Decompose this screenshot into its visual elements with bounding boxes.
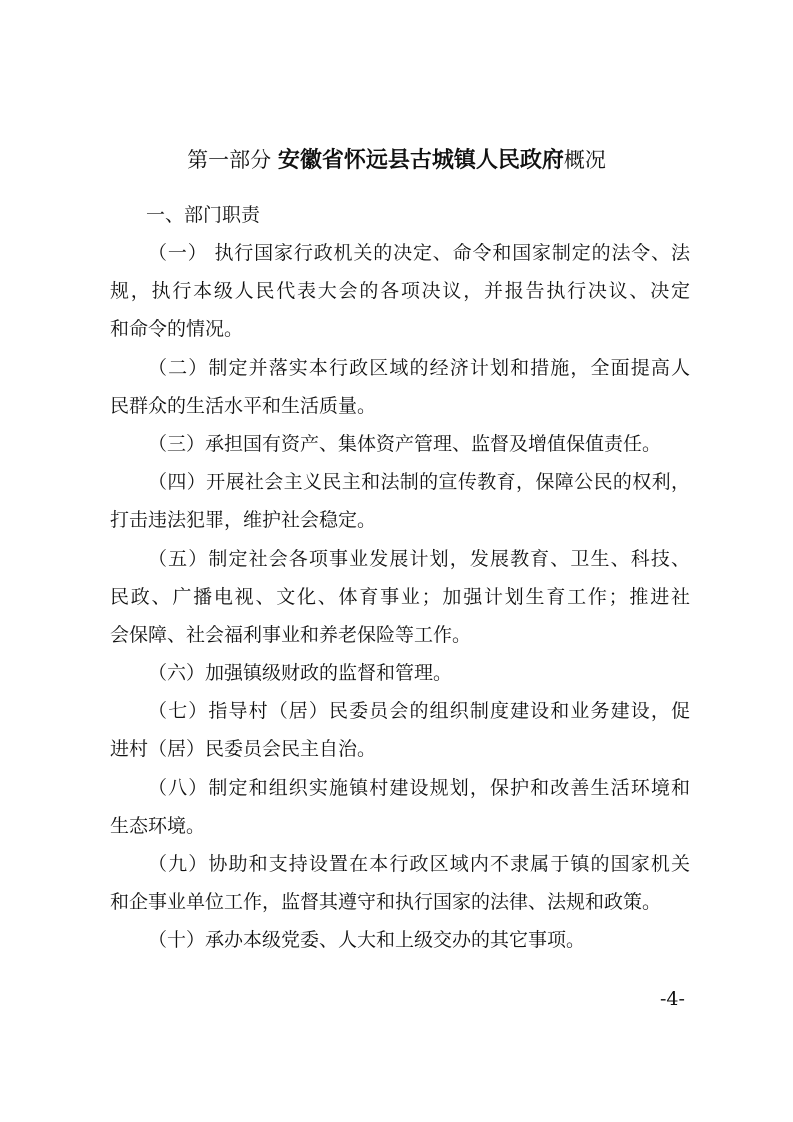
- paragraph-line: （九）协助和支持设置在本行政区域内不隶属于镇的国家机关: [148, 853, 690, 875]
- paragraph-line: （六）加强镇级财政的监督和管理。: [148, 662, 453, 685]
- duty-paragraph-5: [110, 540, 690, 655]
- paragraph-line: 生态环境。: [110, 814, 206, 837]
- paragraph-line: 规，执行本级人民代表大会的各项决议，并报告执行决议、决定: [110, 280, 690, 303]
- paragraph-line: 进村（居）民委员会民主自治。: [110, 738, 377, 761]
- duty-paragraph-7: [110, 692, 690, 768]
- paragraph-line: （二）制定并落实本行政区域的经济计划和措施，全面提高人: [148, 356, 690, 379]
- paragraph-line: 和企事业单位工作，监督其遵守和执行国家的法律、法规和政策。: [110, 891, 662, 914]
- page-number: -4-: [660, 988, 685, 1010]
- duty-paragraph-10: [110, 921, 690, 959]
- duty-paragraph-1: [110, 234, 690, 349]
- paragraph-line: （五）制定社会各项事业发展计划，发展教育、卫生、科技、: [148, 547, 690, 570]
- paragraph-line: 民群众的生活水平和生活质量。: [110, 394, 377, 417]
- paragraph-line: （十）承办本级党委、人大和上级交办的其它事项。: [148, 929, 586, 952]
- paragraph-line: 会保障、社会福利事业和养老保险等工作。: [110, 623, 472, 646]
- document-body: [110, 196, 690, 960]
- duty-paragraph-9: [110, 845, 690, 921]
- title-organization: 安徽省怀远县古城镇人民政府: [277, 148, 564, 173]
- duty-paragraph-8: [110, 769, 690, 845]
- paragraph-line: 民政、广播电视、文化、体育事业；加强计划生育工作；推进社: [110, 585, 690, 608]
- paragraph-line: （一） 执行国家行政机关的决定、命令和国家制定的法令、法: [148, 242, 690, 264]
- section-heading: 一、部门职责: [146, 204, 261, 226]
- paragraph-line: （三）承担国有资产、集体资产管理、监督及增值保值责任。: [148, 432, 662, 455]
- duty-paragraph-3: [110, 425, 690, 463]
- duty-paragraph-6: [110, 654, 690, 692]
- paragraph-line: （八）制定和组织实施镇村建设规划，保护和改善生活环境和: [148, 776, 690, 799]
- paragraph-line: 打击违法犯罪，维护社会稳定。: [110, 509, 377, 532]
- duty-paragraph-4: [110, 463, 690, 539]
- page-title: [0, 142, 793, 179]
- title-prefix: 第一部分: [187, 148, 272, 172]
- title-suffix: 概况: [563, 148, 606, 172]
- duty-paragraph-2: [110, 349, 690, 425]
- paragraph-line: （七）指导村（居）民委员会的组织制度建设和业务建设，促: [148, 700, 690, 723]
- paragraph-line: 和命令的情况。: [110, 318, 244, 341]
- paragraph-line: （四）开展社会主义民主和法制的宣传教育，保障公民的权利，: [148, 471, 690, 494]
